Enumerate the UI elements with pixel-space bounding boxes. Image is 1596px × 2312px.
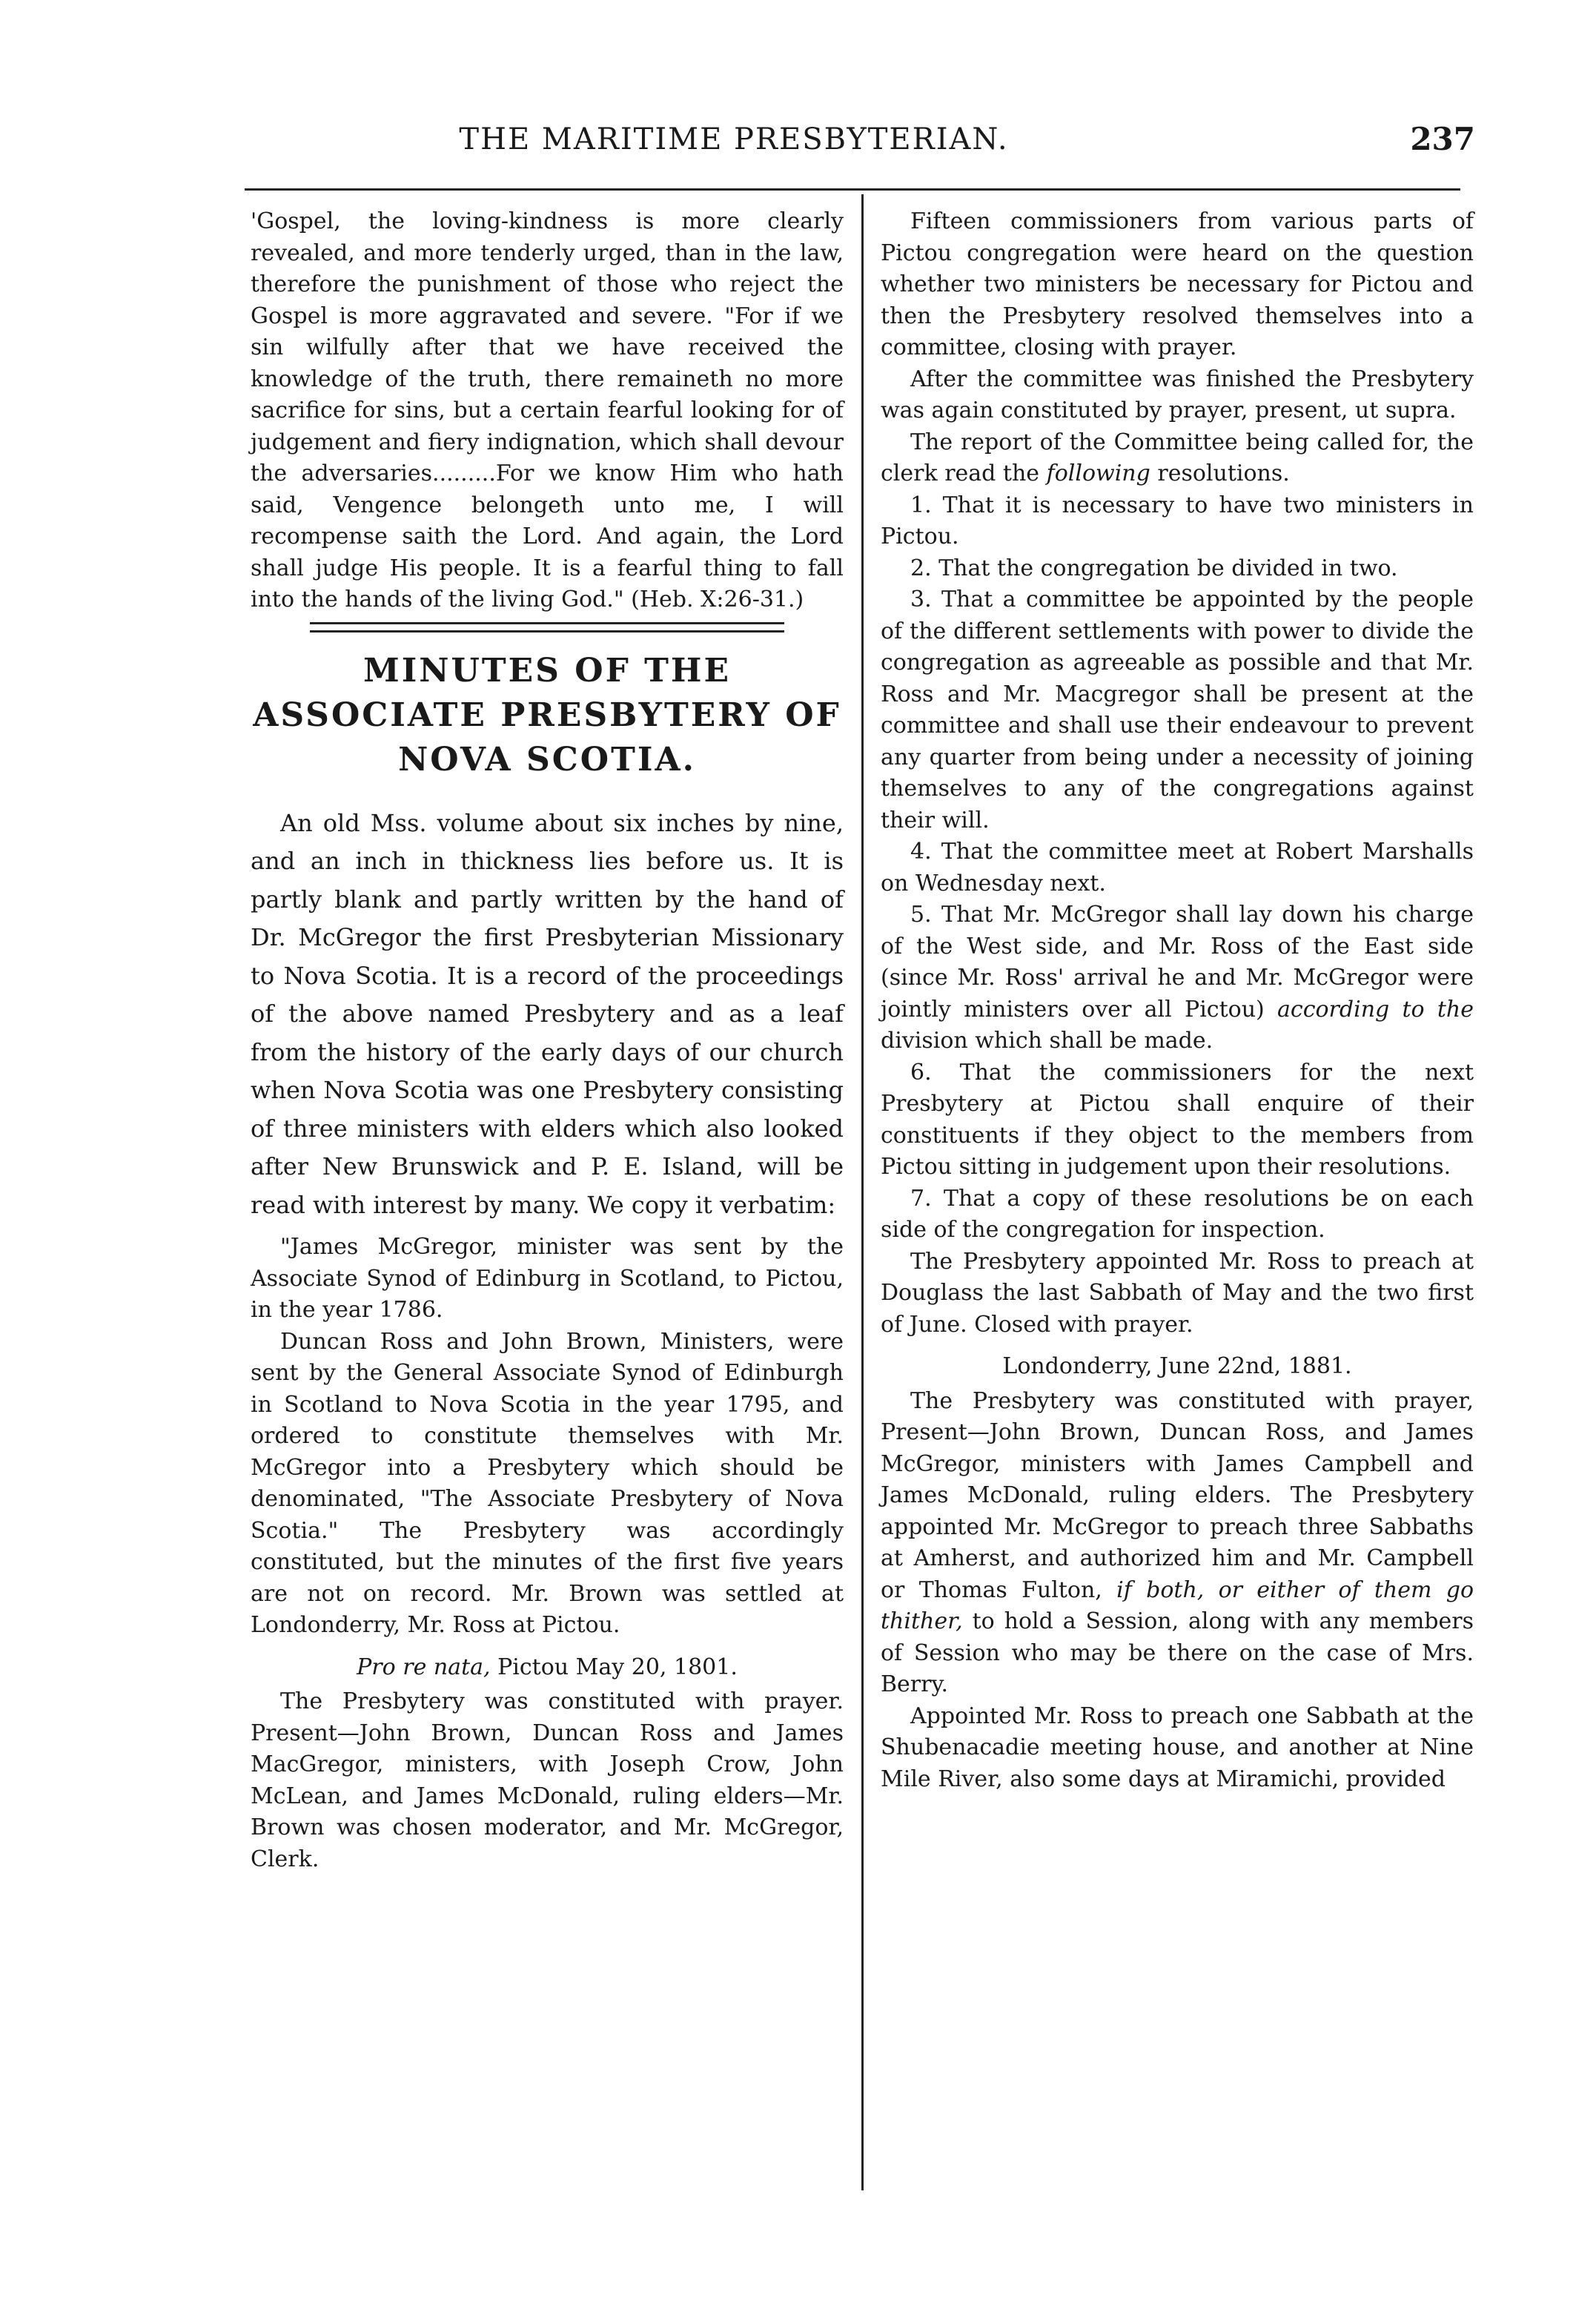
left-column [251, 206, 844, 1875]
intro-paragraph: An old Mss. volume about six inches by nine, and an inch in thickness lies before us. It is partly blank and partly written by the hand of Dr. McGregor the first Presbyterian Missionary to Nova Scotia. It is a record of the proceedings of the above named Presbytery and as a leaf from the history of the early days of our church when Nova Scotia was one Presbytery consisting of three ministers with elders which also looked after New Brunswick and P. E. Island, will be read with interest by many. We copy it verbatim: [251, 808, 844, 1219]
resolution-2: 2. That the congregation be divided in two. [910, 555, 1398, 581]
text: The Presbytery was constituted with prayer, Present—John Brown, Duncan Ross, and James McGregor, ministers with James Campbell and James McDonald, ruling elders. The Presbytery appointed Mr. McGregor to preach three Sabbaths at Amherst, and authorized him and Mr. Campbell or Thomas Fulton, [881, 1387, 1474, 1603]
text: The report of the Committee being called for, the clerk read the [881, 429, 1474, 486]
resolution-4: 4. That the committee meet at Robert Marshalls on Wednesday next. [881, 839, 1474, 896]
paragraph: The Presbytery was constituted with prayer. Present—John Brown, Duncan Ross and James MacGregor, ministers, with Joseph Crow, John McLean, and James McDonald, ruling elders—Mr. Brown was chosen moderator, and Mr. McGregor, Clerk. [251, 1688, 844, 1872]
resolution-7: 7. That a copy of these resolutions be on each side of the congregation for inspection. [881, 1185, 1474, 1243]
paragraph: After the committee was finished the Presbytery was again constituted by prayer, present, ut supra. [881, 366, 1474, 423]
resolution-6: 6. That the commissioners for the next Presbytery at Pictou shall enquire of their constituents if they object to the members from Pictou sitting in judgement upon their resolutions. [881, 1059, 1474, 1180]
italic-text: according to the [1277, 996, 1474, 1023]
dateline [251, 1652, 844, 1684]
resolution-1: 1. That it is necessary to have two ministers in Pictou. [881, 492, 1474, 549]
column-divider [861, 194, 864, 2190]
section-rule [310, 622, 784, 633]
page-number: 237 [1410, 121, 1475, 157]
resolution-3: 3. That a committee be appointed by the people of the different settlements with power to divide the congregation as agreeable as possible and that Mr. Ross and Mr. Macgregor shall be present at the committee and shall use their endeavour to prevent any quarter from being under a necessity of joining themselves to any of the congregations against their will. [881, 587, 1474, 833]
dateline-text: Pictou May 20, 1801. [490, 1654, 738, 1680]
paragraph: "James McGregor, minister was sent by the Associate Synod of Edinburg in Scotland, to Pictou, in the year 1786. [251, 1234, 844, 1323]
text: resolutions. [1150, 460, 1290, 486]
paragraph: The Presbytery appointed Mr. Ross to preach at Douglass the last Sabbath of May and the two first of June. Closed with prayer. [881, 1248, 1474, 1338]
paragraph: Appointed Mr. Ross to preach one Sabbath at the Shubenacadie meeting house, and another at Nine Mile River, also some days at Miramichi, provided [881, 1702, 1474, 1792]
paragraph: Fifteen commissioners from various parts of Pictou congregation were heard on the question whether two ministers be necessary for Pictou and then the Presbytery resolved themselves into a committee, closing with prayer. [881, 208, 1474, 360]
resolution-5 [881, 899, 1474, 1057]
page-header [215, 117, 1475, 169]
italic-text: if both, or either of them go thither, [881, 1576, 1474, 1634]
paragraph [881, 1386, 1474, 1701]
article-title: MINUTES OF THE ASSOCIATE PRESBYTERY OF NOVA SCOTIA. [253, 651, 841, 779]
italic-text: following [1046, 460, 1150, 486]
right-column [881, 206, 1474, 1795]
continued-paragraph: 'Gospel, the loving-kindness is more clearly revealed, and more tenderly urged, than in the law, therefore the punishment of those who reject the Gospel is more aggravated and severe. "For if we sin wilfully after that we have received the knowledge of the truth, there remaineth no more sacrifice for sins, but a certain fearful looking for of judgement and fiery indignation, which shall devour the adversaries.........For we know Him who hath said, Vengence belongeth unto me, I will recompense saith the Lord. And again, the Lord shall judge His people. It is a fearful thing to fall into the hands of the living God." (Heb. X:26-31.) [251, 208, 844, 612]
text: to hold a Session, along with any members of Session who may be there on the case of Mrs. Berry. [881, 1608, 1474, 1697]
text: division which shall be made. [881, 1028, 1213, 1054]
running-title: THE MARITIME PRESBYTERIAN. [459, 122, 1009, 156]
dateline-italic: Pro re nata, [357, 1654, 491, 1680]
dateline: Londonderry, June 22nd, 1881. [1002, 1353, 1352, 1379]
paragraph: Duncan Ross and John Brown, Ministers, were sent by the General Associate Synod of Edinburgh in Scotland to Nova Scotia in the year 1795, and ordered to constitute themselves with Mr. McGregor into a Presbytery which should be denominated, "The Associate Presbytery of Nova Scotia." The Presbytery was accordingly constituted, but the minutes of the first five years are not on record. Mr. Brown was settled at Londonderry, Mr. Ross at Pictou. [251, 1328, 844, 1638]
header-rule [245, 188, 1460, 191]
text: 5. That Mr. McGregor shall lay down his charge of the West side, and Mr. Ross of the East side (since Mr. Ross' arrival he and Mr. McGregor were jointly ministers over all Pictou) [881, 902, 1474, 1023]
paragraph [881, 427, 1474, 490]
